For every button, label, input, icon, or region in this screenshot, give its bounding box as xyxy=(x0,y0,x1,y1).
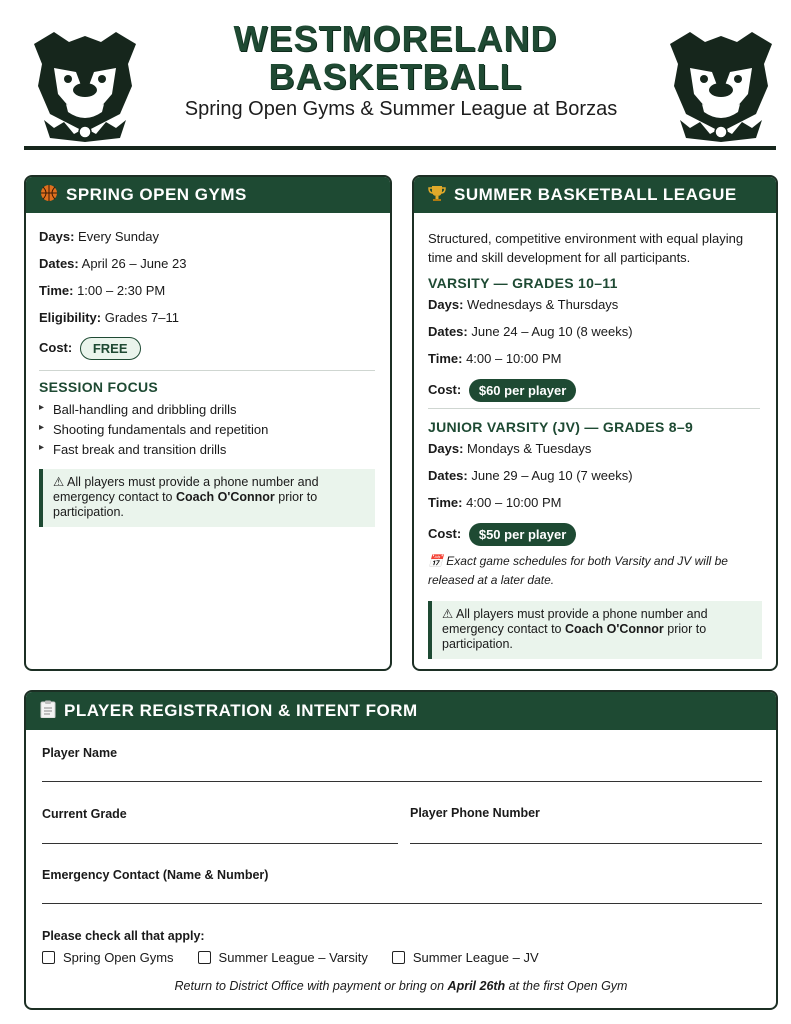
page-subtitle: Spring Open Gyms & Summer League at Borzas xyxy=(184,98,618,120)
player-name-label: Player Name xyxy=(42,746,118,760)
jv-dates: Dates: June 29 – Aug 10 (7 weeks) xyxy=(428,468,633,483)
form-card-title: PLAYER REGISTRATION & INTENT FORM xyxy=(64,701,418,720)
spring-cost: Cost: FREE xyxy=(39,337,141,360)
list-item: ▸ Fast break and transition drills xyxy=(39,442,268,462)
spring-notice: ⚠ All players must provide a phone number and emergency contact to Coach O'Connor prior to participation. xyxy=(39,469,375,527)
check-all-label: Please check all that apply: xyxy=(42,929,205,943)
cost-free-badge: FREE xyxy=(80,337,141,360)
summer-league-card xyxy=(412,175,778,671)
varsity-days: Days: Wednesdays & Thursdays xyxy=(428,297,619,312)
list-item: ▸ Ball-handling and dribbling drills xyxy=(39,402,268,422)
spring-dates: Dates: April 26 – June 23 xyxy=(39,256,187,271)
varsity-cost: Cost: $60 per player xyxy=(428,379,576,402)
option-spring-open-gyms[interactable]: Spring Open Gyms xyxy=(42,950,174,965)
checkbox[interactable] xyxy=(42,951,55,964)
section-divider xyxy=(39,370,375,371)
session-focus-title: SESSION FOCUS xyxy=(39,379,159,395)
option-summer-varsity[interactable]: Summer League – Varsity xyxy=(198,950,368,965)
spring-days: Days: Every Sunday xyxy=(39,229,159,244)
spring-eligibility: Eligibility: Grades 7–11 xyxy=(39,310,179,325)
varsity-time: Time: 4:00 – 10:00 PM xyxy=(428,351,562,366)
varsity-title: VARSITY — GRADES 10–11 xyxy=(428,275,618,291)
spring-card-header xyxy=(26,177,390,213)
header-divider xyxy=(24,146,776,150)
player-phone-field[interactable] xyxy=(410,843,762,844)
summer-card-header xyxy=(414,177,776,213)
jv-cost: Cost: $50 per player xyxy=(428,523,576,546)
jv-time: Time: 4:00 – 10:00 PM xyxy=(428,495,562,510)
spring-open-gyms-card xyxy=(24,175,392,671)
spring-card-title: SPRING OPEN GYMS xyxy=(66,185,247,204)
emergency-contact-label: Emergency Contact (Name & Number) xyxy=(42,868,269,882)
return-instructions: Return to District Office with payment or bring on April 26th at the first Open Gym xyxy=(174,979,628,993)
varsity-dates: Dates: June 24 – Aug 10 (8 weeks) xyxy=(428,324,633,339)
current-grade-field[interactable] xyxy=(42,843,398,844)
jv-cost-badge: $50 per player xyxy=(469,523,576,546)
summer-card-title: SUMMER BASKETBALL LEAGUE xyxy=(454,185,737,204)
jv-days: Days: Mondays & Tuesdays xyxy=(428,441,592,456)
list-item: ▸ Shooting fundamentals and repetition xyxy=(39,422,268,442)
page-title-line1: WESTMORELAND xyxy=(233,18,558,59)
form-card-header xyxy=(26,692,776,730)
options-row xyxy=(42,950,563,965)
player-phone-label: Player Phone Number xyxy=(410,806,540,820)
varsity-cost-badge: $60 per player xyxy=(469,379,576,402)
session-focus-list xyxy=(39,402,268,462)
page-title-line2: BASKETBALL xyxy=(268,56,523,97)
checkbox[interactable] xyxy=(392,951,405,964)
schedule-note: 📅 Exact game schedules for both Varsity and JV will be released at a later date. xyxy=(428,554,728,587)
emergency-contact-field[interactable] xyxy=(42,903,762,904)
spring-time: Time: 1:00 – 2:30 PM xyxy=(39,283,166,298)
trophy-icon xyxy=(428,184,446,207)
summer-notice: ⚠ All players must provide a phone number and emergency contact to Coach O'Connor prior to participation. xyxy=(428,601,762,659)
clipboard-icon xyxy=(40,700,56,723)
current-grade-label: Current Grade xyxy=(42,807,127,821)
registration-form-card xyxy=(24,690,778,1010)
summer-intro: Structured, competitive environment with equal playing time and skill development for all participants. xyxy=(428,231,744,265)
section-divider xyxy=(428,408,760,409)
option-summer-jv[interactable]: Summer League – JV xyxy=(392,950,539,965)
player-name-field[interactable] xyxy=(42,781,762,782)
header xyxy=(0,0,791,150)
checkbox[interactable] xyxy=(198,951,211,964)
jv-title: JUNIOR VARSITY (JV) — GRADES 8–9 xyxy=(428,419,694,435)
basketball-icon xyxy=(40,184,58,207)
